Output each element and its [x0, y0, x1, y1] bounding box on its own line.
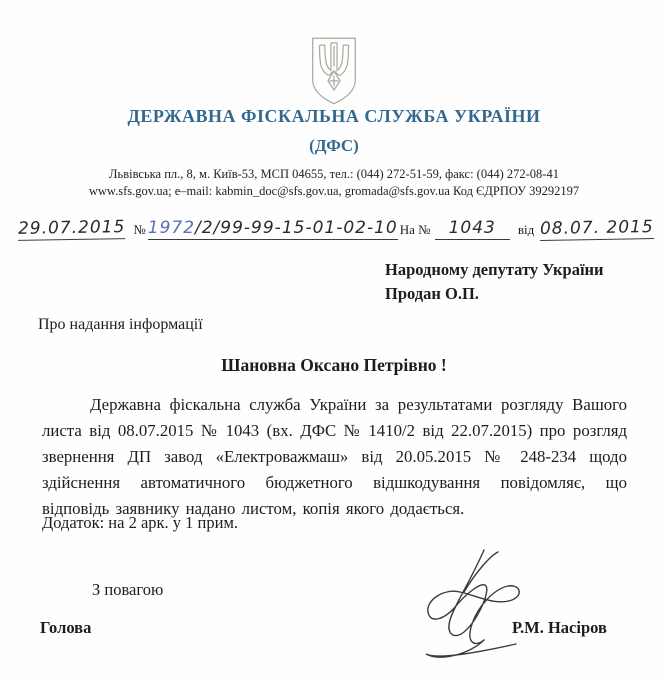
outgoing-number-handwritten — [148, 218, 398, 240]
signature-container — [420, 548, 550, 673]
reply-date-label: від — [517, 222, 535, 237]
addressee-line2: Продан О.П. — [385, 283, 479, 303]
number-label: № — [133, 222, 146, 237]
salutation: Шановна Оксано Петрівно ! — [221, 355, 447, 375]
reply-number-handwritten: 1043 — [435, 218, 510, 240]
handwritten-signature-icon — [420, 548, 550, 668]
closing-phrase: З повагою — [92, 580, 164, 599]
reply-date-handwritten: 08.07. 2015 — [540, 217, 655, 239]
signer-name: Р.М. Насіров — [512, 618, 607, 637]
reference-row — [18, 204, 654, 240]
org-name: ДЕРЖАВНА ФІСКАЛЬНА СЛУЖБА УКРАЇНИ — [127, 106, 541, 126]
addressee-line1: Народному депутату України — [385, 260, 604, 279]
body-paragraph: Державна фіскальна служба України за результатами розгляду Вашого листа від 08.07.2015 № 1043 (вх. ДФС № 1410/2 від 22.07.2015) про розгляд звернення ДП завод «Електроважмаш» від 20.05.2015 № 248-234 щодо здійснення автоматичного бюджетного відшкодування повідомляє, що відповідь заявнику надано листом, копія якого додається. — [42, 395, 627, 519]
address-line: Львівська пл., 8, м. Київ-53, МСП 04655, тел.: (044) 272-51-59, факс: (044) 272-08-41 — [109, 167, 559, 181]
reply-number-label: На № — [399, 222, 431, 237]
emblem-container — [0, 36, 668, 106]
subject-line: Про надання інформації — [38, 316, 203, 333]
org-abbreviation: (ДФС) — [309, 136, 359, 155]
outgoing-number-blue-part: 1972 — [147, 218, 196, 238]
ukraine-trident-icon — [307, 36, 361, 106]
attachment-note: Додаток: на 2 арк. у 1 прим. — [42, 513, 239, 532]
signer-title: Голова — [40, 618, 92, 637]
contact-line: www.sfs.gov.ua; e–mail: kabmin_doc@sfs.gov.ua, gromada@sfs.gov.ua Код ЄДРПОУ 39292197 — [88, 184, 580, 198]
outgoing-date-handwritten: 29.07.2015 — [17, 217, 126, 239]
outgoing-number-black-part: /2/99-99-15-01-02-10 — [195, 218, 398, 238]
addressee-block — [385, 258, 604, 306]
